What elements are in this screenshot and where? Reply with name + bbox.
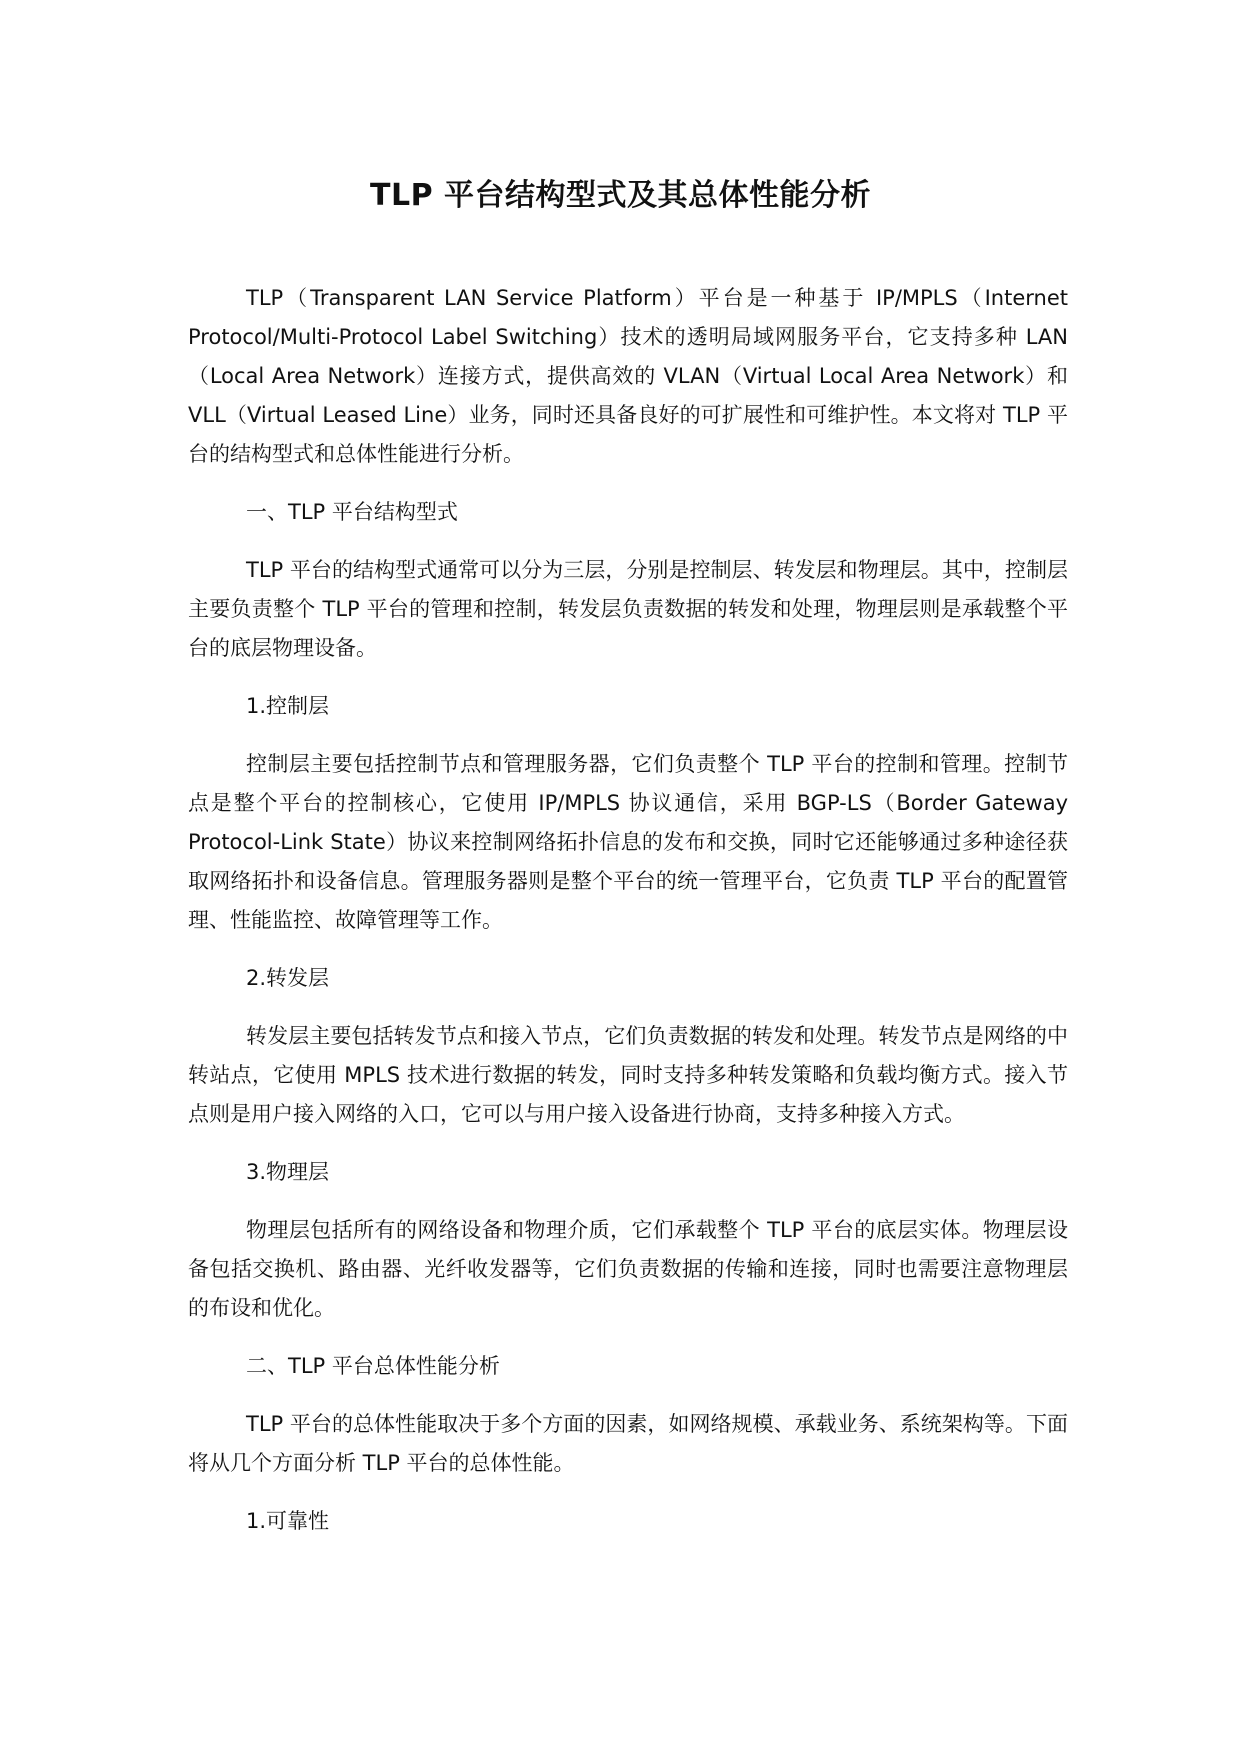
subheading-forwarding-layer: 2.转发层: [246, 966, 330, 990]
performance-paragraph: TLP 平台的总体性能取决于多个方面的因素，如网络规模、承载业务、系统架构等。下面将从几个方面分析 TLP 平台的总体性能。: [188, 1412, 1068, 1475]
document-title: TLP 平台结构型式及其总体性能分析: [369, 178, 871, 213]
document-body: [188, 279, 1068, 1560]
forwarding-layer-paragraph: 转发层主要包括转发节点和接入节点，它们负责数据的转发和处理。转发节点是网络的中转站点，它使用 MPLS 技术进行数据的转发，同时支持多种转发策略和负载均衡方式。接入节点则是用户接入网络的入口，它可以与用户接入设备进行协商，支持多种接入方式。: [188, 1024, 1068, 1126]
physical-layer-paragraph: 物理层包括所有的网络设备和物理介质，它们承载整个 TLP 平台的底层实体。物理层设备包括交换机、路由器、光纤收发器等，它们负责数据的传输和连接，同时也需要注意物理层的布设和优化。: [188, 1218, 1068, 1320]
section-heading-performance: 二、TLP 平台总体性能分析: [246, 1354, 500, 1378]
section-heading-structure: 一、TLP 平台结构型式: [246, 500, 458, 524]
structure-paragraph: TLP 平台的结构型式通常可以分为三层，分别是控制层、转发层和物理层。其中，控制层主要负责整个 TLP 平台的管理和控制，转发层负责数据的转发和处理，物理层则是承载整个平台的底层物理设备。: [188, 558, 1068, 660]
intro-paragraph: TLP（Transparent LAN Service Platform）平台是一种基于 IP/MPLS（Internet Protocol/Multi-Protocol Label Switching）技术的透明局域网服务平台，它支持多种 LAN（Local Area Network）连接方式，提供高效的 VLAN（Virtual Local Area Network）和 VLL（Virtual Leased Line）业务，同时还具备良好的可扩展性和可维护性。本文将对 TLP 平台的结构型式和总体性能进行分析。: [188, 286, 1068, 466]
control-layer-paragraph: 控制层主要包括控制节点和管理服务器，它们负责整个 TLP 平台的控制和管理。控制节点是整个平台的控制核心，它使用 IP/MPLS 协议通信，采用 BGP-LS（Border Gateway Protocol-Link State）协议来控制网络拓扑信息的发布和交换，同时它还能够通过多种途径获取网络拓扑和设备信息。管理服务器则是整个平台的统一管理平台，它负责 TLP 平台的配置管理、性能监控、故障管理等工作。: [188, 752, 1068, 932]
subheading-reliability: 1.可靠性: [246, 1509, 330, 1533]
subheading-control-layer: 1.控制层: [246, 694, 330, 718]
subheading-physical-layer: 3.物理层: [246, 1160, 330, 1184]
